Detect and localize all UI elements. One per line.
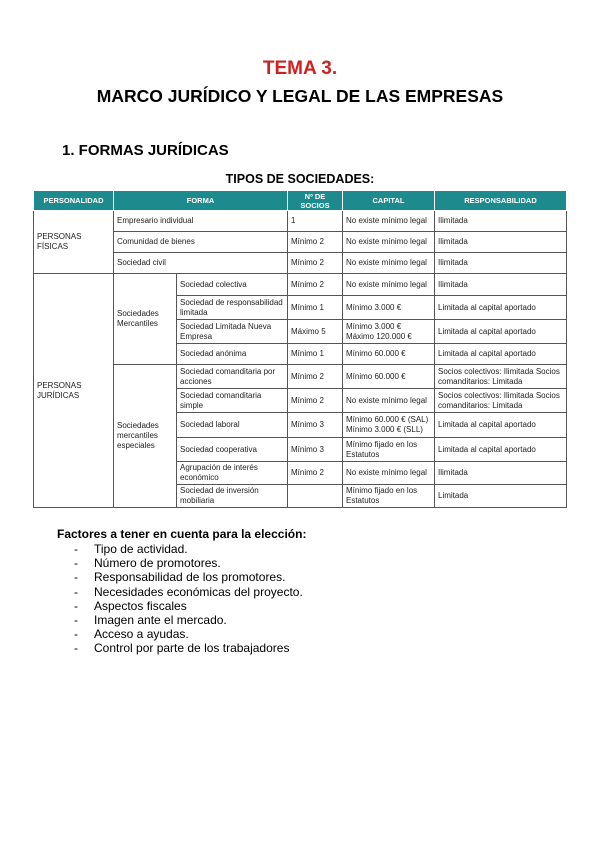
list-item <box>74 542 306 556</box>
cell-socios: Máximo 5 <box>288 320 343 344</box>
list-item <box>74 570 306 584</box>
cell-responsabilidad: Socios colectivos: Ilimitada Socios comanditarios: Limitada <box>435 389 567 413</box>
cell-socios: 1 <box>288 211 343 232</box>
factor-text: Acceso a ayudas. <box>94 627 189 642</box>
cell-socios: Mínimo 2 <box>288 232 343 253</box>
cell-forma: Sociedad civil <box>114 253 288 274</box>
cell-responsabilidad: Ilimitada <box>435 211 567 232</box>
cell-capital: Mínimo 60.000 € (SAL) Mínimo 3.000 € (SLL) <box>343 413 435 438</box>
factor-text: Responsabilidad de los promotores. <box>94 570 286 585</box>
cell-forma: Comunidad de bienes <box>114 232 288 253</box>
table-row <box>34 274 567 296</box>
table-row <box>34 232 567 253</box>
header-forma: FORMA <box>114 191 288 211</box>
cell-socios: Mínimo 3 <box>288 413 343 438</box>
tema-number: TEMA 3. <box>262 58 338 79</box>
table-row <box>34 253 567 274</box>
cell-responsabilidad: Ilimitada <box>435 253 567 274</box>
cell-capital: Mínimo 3.000 € Máximo 120.000 € <box>343 320 435 344</box>
cell-capital: No existe mínimo legal <box>343 232 435 253</box>
list-item <box>74 585 306 599</box>
dash-bullet: - <box>74 627 78 642</box>
cell-responsabilidad: Limitada al capital aportado <box>435 344 567 365</box>
cell-forma: Sociedad laboral <box>177 413 288 438</box>
cell-capital: No existe mínimo legal <box>343 389 435 413</box>
cell-responsabilidad: Ilimitada <box>435 462 567 485</box>
cell-forma: Sociedad cooperativa <box>177 438 288 462</box>
cell-socios: Mínimo 2 <box>288 253 343 274</box>
factor-text: Necesidades económicas del proyecto. <box>94 584 303 599</box>
cell-capital: No existe mínimo legal <box>343 462 435 485</box>
cell-forma: Sociedad de responsabilidad limitada <box>177 296 288 320</box>
cell-forma: Agrupación de interés económico <box>177 462 288 485</box>
cell-socios <box>288 485 343 508</box>
cell-responsabilidad: Socios colectivos: Ilimitada Socios comanditarios: Limitada <box>435 365 567 389</box>
cell-responsabilidad: Ilimitada <box>435 274 567 296</box>
list-item <box>74 599 306 613</box>
cell-capital: Mínimo 60.000 € <box>343 344 435 365</box>
group-personas-juridicas: PERSONAS JURÍDICAS <box>34 274 114 508</box>
factor-text: Aspectos fiscales <box>94 598 187 613</box>
factor-text: Imagen ante el mercado. <box>94 613 227 628</box>
cell-socios: Mínimo 1 <box>288 296 343 320</box>
document-title: MARCO JURÍDICO Y LEGAL DE LAS EMPRESAS <box>96 86 504 106</box>
dash-bullet: - <box>74 598 78 613</box>
header-personalidad: PERSONALIDAD <box>34 191 114 211</box>
cell-socios: Mínimo 1 <box>288 344 343 365</box>
cell-capital: Mínimo 3.000 € <box>343 296 435 320</box>
dash-bullet: - <box>74 570 78 585</box>
cell-capital: Mínimo fijado en los Estatutos <box>343 438 435 462</box>
table-row <box>34 365 567 389</box>
factor-text: Número de promotores. <box>94 556 221 571</box>
cell-capital: No existe mínimo legal <box>343 274 435 296</box>
dash-bullet: - <box>74 641 78 656</box>
section-title: 1. FORMAS JURÍDICAS <box>62 142 229 159</box>
sociedades-table <box>33 190 567 508</box>
cell-responsabilidad: Ilimitada <box>435 232 567 253</box>
dash-bullet: - <box>74 613 78 628</box>
cell-forma: Empresario individual <box>114 211 288 232</box>
cell-socios: Mínimo 2 <box>288 462 343 485</box>
cell-capital: No existe mínimo legal <box>343 253 435 274</box>
cell-responsabilidad: Limitada al capital aportado <box>435 320 567 344</box>
factor-text: Control por parte de los trabajadores <box>94 641 290 656</box>
cell-socios: Mínimo 2 <box>288 389 343 413</box>
cell-capital: Mínimo fijado en los Estatutos <box>343 485 435 508</box>
cell-forma: Sociedad de inversión mobiliaria <box>177 485 288 508</box>
factor-text: Tipo de actividad. <box>94 542 188 556</box>
cell-responsabilidad: Limitada al capital aportado <box>435 296 567 320</box>
table-title: TIPOS DE SOCIEDADES: <box>225 172 375 186</box>
cell-capital: Mínimo 60.000 € <box>343 365 435 389</box>
cell-forma: Sociedad comanditaria por acciones <box>177 365 288 389</box>
dash-bullet: - <box>74 584 78 599</box>
cell-socios: Mínimo 3 <box>288 438 343 462</box>
cell-responsabilidad: Limitada <box>435 485 567 508</box>
dash-bullet: - <box>74 556 78 571</box>
header-socios: Nº DE SOCIOS <box>288 191 343 211</box>
cell-responsabilidad: Limitada al capital aportado <box>435 413 567 438</box>
factors-section <box>57 527 306 656</box>
header-capital: CAPITAL <box>343 191 435 211</box>
table-header-row <box>34 191 567 211</box>
list-item <box>74 641 306 655</box>
cell-socios: Mínimo 2 <box>288 365 343 389</box>
cell-capital: No existe mínimo legal <box>343 211 435 232</box>
group-sociedades-mercantiles: Sociedades Mercantiles <box>114 274 177 365</box>
factors-title: Factores a tener en cuenta para la elección: <box>57 527 307 541</box>
cell-forma: Sociedad anónima <box>177 344 288 365</box>
cell-socios: Mínimo 2 <box>288 274 343 296</box>
group-personas-fisicas: PERSONAS FÍSICAS <box>34 211 114 274</box>
group-sociedades-especiales: Sociedades mercantiles especiales <box>114 365 177 508</box>
table-row <box>34 211 567 232</box>
header-responsabilidad: RESPONSABILIDAD <box>435 191 567 211</box>
list-item <box>74 613 306 627</box>
cell-forma: Sociedad colectiva <box>177 274 288 296</box>
list-item <box>74 556 306 570</box>
dash-bullet: - <box>74 542 78 556</box>
cell-forma: Sociedad comanditaria simple <box>177 389 288 413</box>
factors-list <box>57 542 306 656</box>
cell-forma: Sociedad Limitada Nueva Empresa <box>177 320 288 344</box>
list-item <box>74 627 306 641</box>
cell-responsabilidad: Limitada al capital aportado <box>435 438 567 462</box>
